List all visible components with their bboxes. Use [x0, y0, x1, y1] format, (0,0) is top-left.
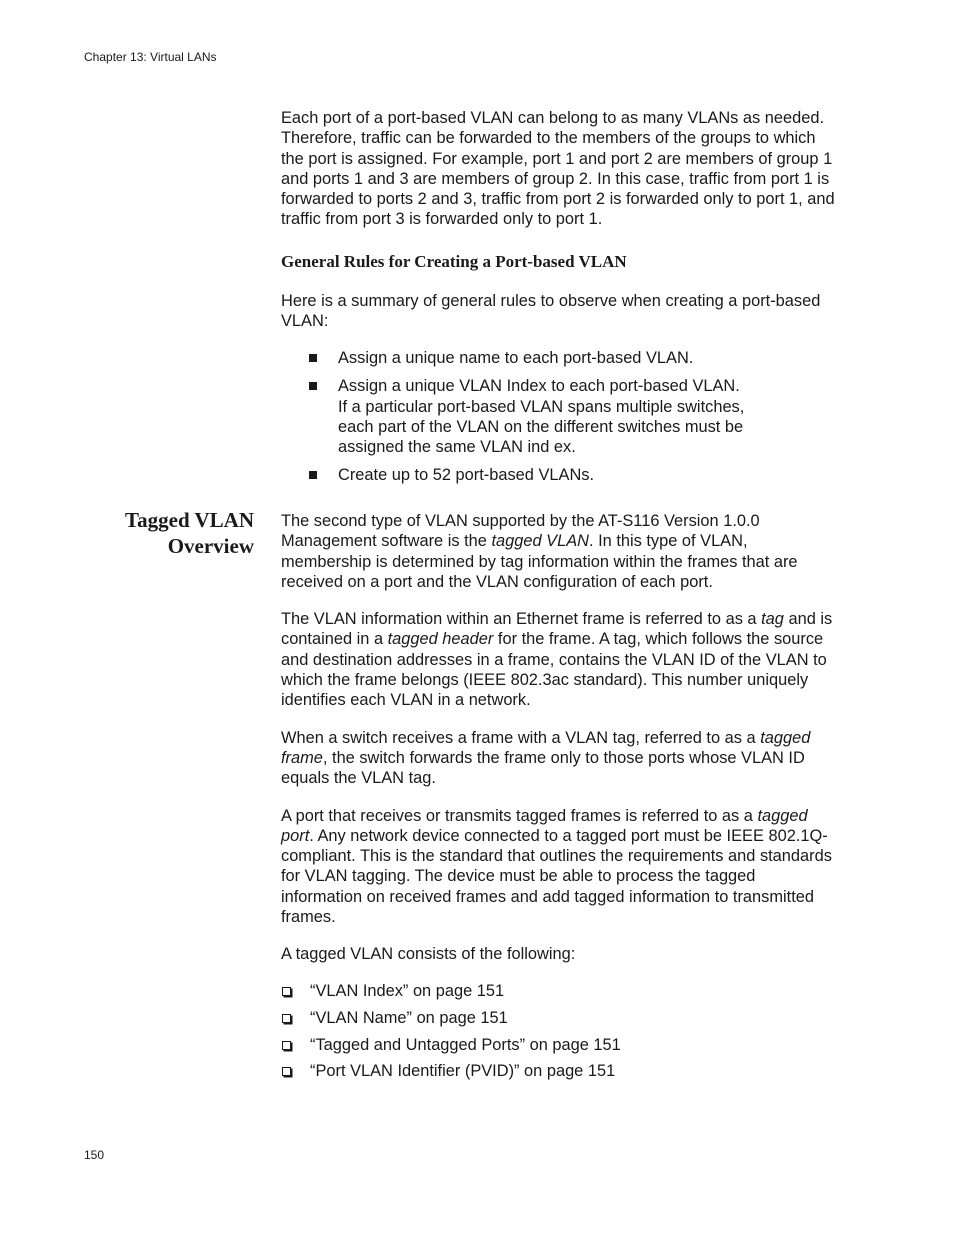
cross-reference-text[interactable]: “Port VLAN Identifier (PVID)” on page 151	[310, 1062, 616, 1081]
emphasis-term: tagged frame	[281, 728, 811, 767]
rules-list	[309, 348, 749, 486]
tagged-paragraph	[281, 728, 841, 789]
cross-reference-text[interactable]: “Tagged and Untagged Ports” on page 151	[310, 1035, 621, 1054]
list-item-text: Assign a unique VLAN Index to each port-based VLAN. If a particular port-based VLAN spans multiple switches, each part of the VLAN on the different switches must be assigned the same VLAN ind ex.	[338, 377, 745, 457]
list-item	[309, 376, 749, 457]
text-run: The second type of VLAN supported by the AT-S116 Version 1.0.0 Management software is the	[281, 512, 760, 551]
rules-heading: General Rules for Creating a Port-based VLAN	[281, 252, 627, 271]
checkbox-bullet-icon	[282, 1014, 291, 1023]
list-item-text: Assign a unique name to each port-based VLAN.	[338, 349, 694, 367]
tagged-paragraph	[281, 511, 841, 592]
list-item	[309, 465, 749, 485]
text-run: When a switch receives a frame with a VLAN tag, referred to as a	[281, 728, 761, 747]
section-heading-line: Tagged VLAN	[125, 508, 254, 532]
cross-reference-list	[281, 981, 841, 1082]
cross-reference[interactable]	[281, 1061, 841, 1081]
emphasis-term: tag	[761, 610, 784, 629]
text-run: for the frame. A tag, which follows the source and destination addresses in a frame, contains the VLAN ID of the VLAN to which the frame belongs (IEEE 802.3ac standard). This number uniquely identifies each VLAN in a network.	[281, 630, 827, 710]
rules-intro	[281, 291, 841, 332]
cross-reference[interactable]	[281, 1035, 841, 1055]
emphasis-term: tagged port	[281, 806, 808, 845]
list-item-text: Create up to 52 port-based VLANs.	[338, 466, 595, 485]
cross-reference[interactable]	[281, 981, 841, 1001]
emphasis-term: tagged VLAN	[491, 532, 589, 551]
text-run: . In this type of VLAN, membership is determined by tag information within the frames that are received on a port and the VLAN configuration of each port.	[281, 532, 798, 591]
emphasis-term: tagged header	[387, 630, 494, 649]
section-heading	[84, 507, 254, 559]
cross-reference-text[interactable]: “VLAN Name” on page 151	[310, 1008, 508, 1027]
text-run: , the switch forwards the frame only to those ports whose VLAN ID equals the VLAN tag.	[281, 748, 805, 788]
checkbox-bullet-icon	[282, 1041, 291, 1050]
cross-reference-text[interactable]: “VLAN Index” on page 151	[310, 982, 505, 1000]
text-run: and is contained in a	[281, 610, 833, 649]
tagged-paragraph	[281, 609, 841, 710]
intro-paragraph	[281, 108, 841, 230]
tagged-paragraph	[281, 806, 841, 928]
text-run: A port that receives or transmits tagged frames is referred to as a	[281, 806, 758, 825]
running-head: Chapter 13: Virtual LANs	[84, 50, 217, 64]
tagged-body	[281, 511, 841, 965]
text-run: The VLAN information within an Ethernet frame is referred to as a	[281, 610, 762, 629]
intro-text: Each port of a port-based VLAN can belong to as many VLANs as needed. Therefore, traffic can be forwarded to the members of the groups to which the port is assigned. For example, port 1 and port 2 are members of group 1 and ports 1 and 3 are members of group 2. In this case, traffic from port 1 is forwarded to ports 2 and 3, traffic from port 2 is forwarded only to port 1, and traffic from port 3 is forwarded only to port 1.	[281, 109, 835, 229]
checkbox-bullet-icon	[282, 987, 291, 996]
tagged-paragraph: A tagged VLAN consists of the following:	[281, 945, 576, 964]
page-number: 150	[84, 1148, 105, 1162]
list-item	[309, 348, 749, 368]
section-heading-line: Overview	[167, 534, 254, 558]
cross-reference[interactable]	[281, 1008, 841, 1028]
rules-intro-text: Here is a summary of general rules to observe when creating a port-based VLAN:	[281, 292, 821, 331]
square-bullet-icon	[309, 471, 317, 479]
square-bullet-icon	[309, 354, 317, 362]
text-run: . Any network device connected to a tagged port must be IEEE 802.1Q-compliant. This is the standard that outlines the requirements and standards for VLAN tagging. The device must be able to process the tagged information on received frames and add tagged information to transmitted frames.	[281, 826, 832, 927]
square-bullet-icon	[309, 382, 317, 390]
checkbox-bullet-icon	[282, 1067, 291, 1076]
